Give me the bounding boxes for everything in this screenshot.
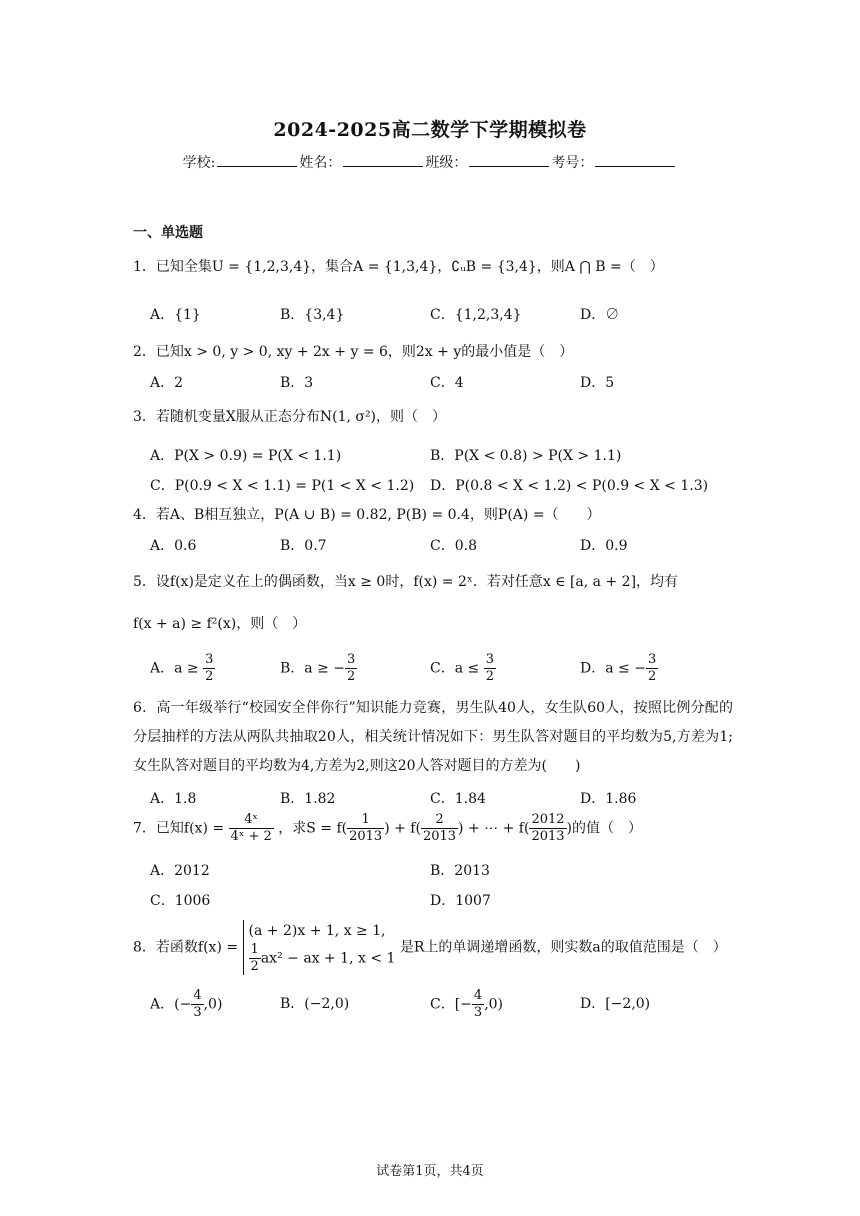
q5-option-b-prefix: B．a ≥ −: [280, 660, 345, 677]
q7-term-1-num: 1: [347, 812, 384, 829]
q5-d-frac-num: 3: [647, 652, 657, 667]
q5-option-a-prefix: A．a ≥: [150, 660, 204, 677]
q8-stem-suffix: 是R上的单调递增函数，则实数a的取值范围是（ ）: [399, 939, 727, 956]
q8-piecewise: [243, 920, 396, 975]
q8-option-c: [430, 988, 503, 1021]
q1-option-a: A．{1}: [150, 307, 201, 323]
class-blank: [469, 152, 549, 167]
q5-c-frac-num: 3: [485, 652, 494, 667]
q8-a-pre: (−: [174, 996, 192, 1013]
question-5-stem-line-1: 5．设f(x)是定义在上的偶函数，当x ≥ 0时，f(x) = 2ˣ．若对任意x ∈ [a, a + 2]，均有: [133, 574, 679, 590]
q8-option-a-label: A．: [150, 996, 175, 1013]
q8-option-a: [150, 988, 222, 1021]
q7-term-2-den: 2013: [422, 829, 457, 844]
q8-coef-num: 1: [250, 942, 259, 957]
question-6-stem: 6．高一年级举行“校园安全伴你行”知识能力竞赛，男生队40人，女生队60人，按照比例分配的分层抽样的方法从两队共抽取20人，相关统计情况如下：男生队答对题目的平均数为5,方差为1;女生队答对题目的平均数为4,方差为2,则这20人答对题目的方差为( ): [133, 700, 733, 774]
question-1-stem: 1．已知全集U = {1,2,3,4}，集合A = {1,3,4}，∁ᵤB = {3,4}，则A ⋂ B =（ ）: [133, 259, 664, 275]
q8-c-frac-den: 3: [473, 1005, 483, 1020]
page-title: 2024-2025高二数学下学期模拟卷: [273, 119, 587, 141]
field-name-label: 姓名：: [299, 155, 342, 171]
q8-option-d: D．[−2,0): [580, 996, 651, 1012]
q2-option-a: A．2: [150, 375, 184, 391]
q1-option-d: D．∅: [580, 307, 620, 323]
q4-option-b: B．0.7: [280, 538, 327, 554]
q8-c-post: ,0): [484, 996, 504, 1013]
exam-no-blank: [595, 152, 675, 167]
q8-c-pre: [−: [454, 996, 472, 1013]
q5-option-d-prefix: D．a ≤ −: [580, 660, 646, 677]
q5-c-frac-den: 2: [485, 669, 494, 684]
q7-option-a: A．2012: [150, 863, 210, 879]
q7-option-c: C．1006: [150, 893, 211, 909]
q7-term-2-num: 2: [421, 812, 458, 829]
q7-option-b: B．2013: [430, 863, 490, 879]
question-3-stem: 3．若随机变量X服从正态分布N(1, σ²)，则（ ）: [133, 409, 447, 425]
q2-option-b: B．3: [280, 375, 314, 391]
field-school-label: 学校:: [182, 155, 216, 171]
question-2-stem: 2．已知x > 0, y > 0, xy + 2x + y = 6，则2x + y的最小值是（ ）: [133, 344, 574, 360]
q7-plus: + f: [394, 820, 416, 837]
q8-option-c-label: C．: [430, 996, 455, 1013]
q8-coef-den: 2: [250, 959, 259, 974]
q3-option-b: B．P(X < 0.8) > P(X > 1.1): [430, 448, 622, 464]
q8-piece-1: (a + 2)x + 1, x ≥ 1,: [248, 923, 386, 939]
q1-option-b: B．{3,4}: [280, 307, 345, 323]
q7-stem-suffix: 的值（ ）: [572, 820, 642, 837]
question-5-stem-line-2: f(x + a) ≥ f²(x)，则（ ）: [133, 616, 307, 632]
q7-stem-prefix: 7．已知f(x) =: [133, 820, 225, 837]
q2-option-d: D．5: [580, 375, 615, 391]
q7-f-den: 4ˣ + 2: [230, 829, 272, 844]
question-7-stem: 7．已知f(x) = $\frac{\text{4ˣ}}{\text{4ˣ + 2}}$ ，求S = f( $\frac{1}{2013}$ ) + f( $\frac{2}{2013}$ ) + ⋯ + f( $\frac{2012}{2013}$ )的值（ ）: [133, 812, 642, 844]
q7-term-3-num: 2012: [531, 812, 565, 827]
q8-a-frac-den: 3: [193, 1005, 202, 1020]
q8-option-b: B．(−2,0): [280, 996, 350, 1012]
q5-a-frac-num: 3: [205, 652, 214, 667]
q4-option-a: A．0.6: [150, 538, 197, 554]
q5-b-frac-den: 2: [347, 669, 356, 684]
q6-option-a: A．1.8: [150, 791, 197, 807]
q5-d-frac-den: 2: [647, 669, 657, 684]
q7-stem-mid: ，求S = f: [278, 820, 342, 837]
q5-option-c-prefix: C．a ≤: [430, 660, 484, 677]
q6-option-d: D．1.86: [580, 791, 637, 807]
section-heading: 一、单选题: [133, 225, 203, 241]
q5-b-frac-num: 3: [347, 652, 356, 667]
q8-a-frac-num: 4: [193, 988, 202, 1003]
question-8-stem: [133, 920, 727, 975]
q5-option-c: [430, 652, 496, 685]
q5-option-d: [580, 652, 658, 685]
q5-option-a: [150, 652, 215, 685]
q7-option-d: D．1007: [430, 893, 491, 909]
field-class-label: 班级：: [425, 155, 468, 171]
q4-option-c: C．0.8: [430, 538, 477, 554]
q7-term-1-den: 2013: [349, 829, 383, 844]
q8-a-post: ,0): [203, 996, 223, 1013]
q2-option-c: C．4: [430, 375, 464, 391]
q4-option-d: D．0.9: [580, 538, 628, 554]
q6-option-b: B．1.82: [280, 791, 336, 807]
q3-option-a: A．P(X > 0.9) = P(X < 1.1): [150, 448, 342, 464]
q5-a-frac-den: 2: [205, 669, 214, 684]
q5-option-b: [280, 652, 357, 685]
q7-term-3-den: 2013: [531, 829, 565, 844]
page-footer: 试卷第1页，共4页: [376, 1164, 484, 1179]
q8-c-frac-num: 4: [473, 988, 483, 1003]
q7-f-num: 4ˣ: [229, 812, 274, 829]
field-exam-no-label: 考号：: [551, 155, 594, 171]
q3-option-c: C．P(0.9 < X < 1.1) = P(1 < X < 1.2): [150, 478, 415, 494]
q6-option-c: C．1.84: [430, 791, 486, 807]
school-blank: [217, 152, 297, 167]
student-info-line: [0, 152, 860, 172]
q3-option-d: D．P(0.8 < X < 1.2) < P(0.9 < X < 1.3): [430, 478, 709, 494]
question-4-stem: 4．若A、B相互独立，P(A ∪ B) = 0.82, P(B) = 0.4，则P(A) =（ ）: [133, 507, 601, 523]
name-blank: [343, 152, 423, 167]
q8-piece-2-rest: ax² − ax + 1, x < 1: [260, 950, 396, 967]
q7-ellipsis: + ⋯ + f: [467, 820, 524, 837]
q8-piece-2: [249, 942, 396, 975]
q1-option-c: C．{1,2,3,4}: [430, 307, 522, 323]
q8-stem-prefix: 8．若函数f(x) =: [133, 939, 239, 956]
